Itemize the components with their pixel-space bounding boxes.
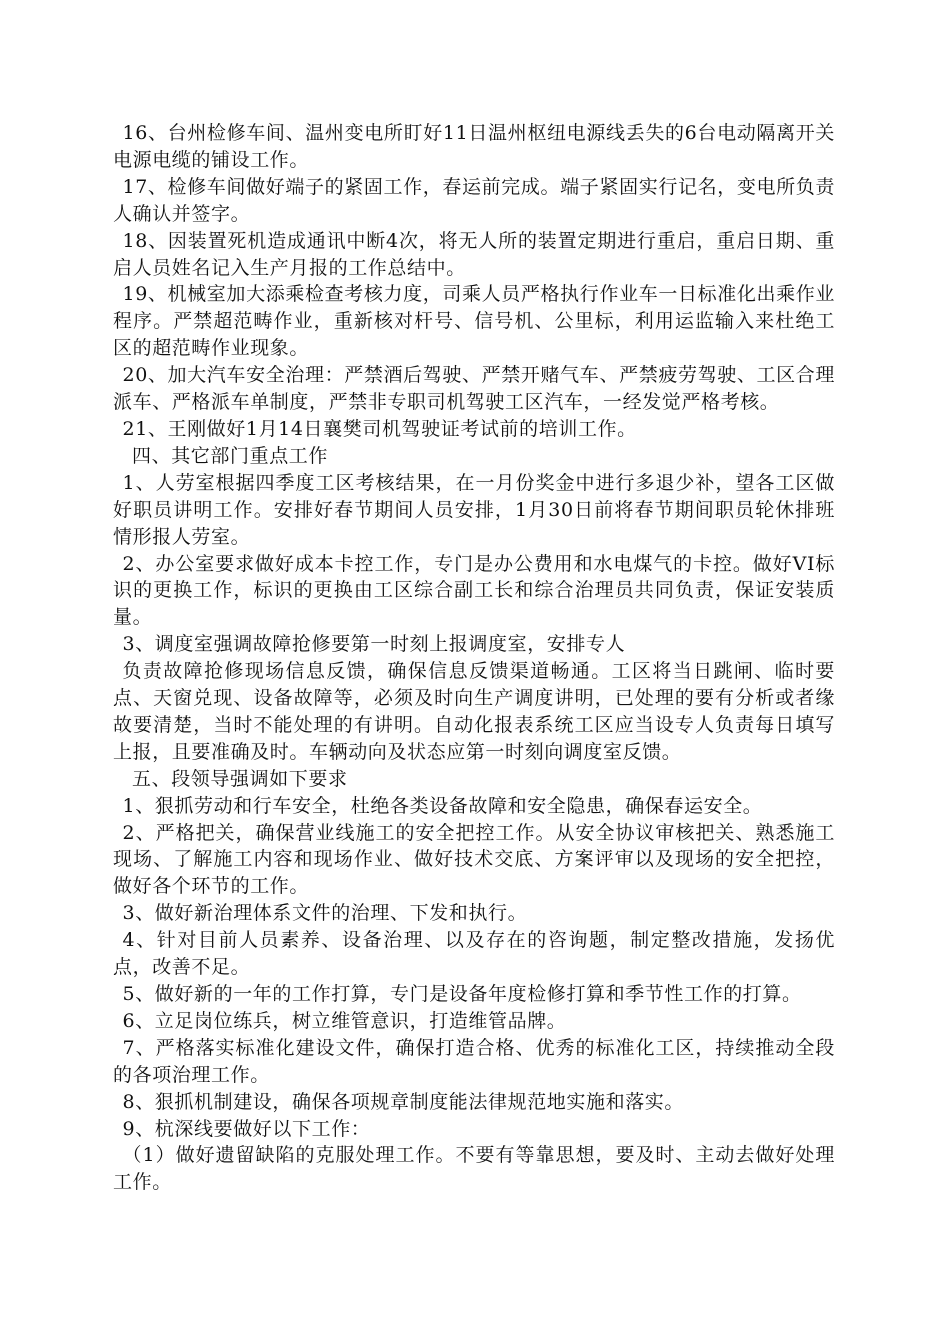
- paragraph-18: 18、因装置死机造成通讯中断4次，将无人所的装置定期进行重启，重启日期、重启人员姓名记入生产月报的工作总结中。: [113, 229, 835, 279]
- paragraph-5-9: 9、杭深线要做好以下工作：: [122, 1117, 371, 1140]
- document-body: [113, 120, 835, 1196]
- paragraph-5-7: 7、严格落实标准化建设文件，确保打造合格、优秀的标准化工区，持续推动全段的各项治理工作。: [113, 1036, 835, 1086]
- paragraph-5-2: 2、严格把关，确保营业线施工的安全把控工作。从安全协议审核把关、熟悉施工现场、了解施工内容和现场作业、做好技术交底、方案评审以及现场的安全把控，做好各个环节的工作。: [113, 821, 835, 898]
- paragraph-4-3-continued: 负责故障抢修现场信息反馈，确保信息反馈渠道畅通。工区将当日跳闸、临时要点、天窗兑现、设备故障等，必须及时向生产调度讲明，已处理的要有分析或者缘故要清楚，当时不能处理的有讲明。自动化报表系统工区应当设专人负责每日填写上报，且要准确及时。车辆动向及状态应第一时刻向调度室反馈。: [113, 660, 835, 763]
- paragraph-5-8: 8、狠抓机制建设，确保各项规章制度能法律规范地实施和落实。: [122, 1090, 684, 1113]
- paragraph-5-9-1: （1）做好遗留缺陷的克服处理工作。不要有等靠思想，要及时、主动去做好处理工作。: [113, 1144, 835, 1194]
- paragraph-4-2: 2、办公室要求做好成本卡控工作，专门是办公费用和水电煤气的卡控。做好VI标识的更换工作，标识的更换由工区综合副工长和综合治理员共同负责，保证安装质量。: [113, 552, 835, 629]
- paragraph-5-6: 6、立足岗位练兵，树立维管意识，打造维管品牌。: [122, 1009, 567, 1032]
- paragraph-21: 21、王刚做好1月14日襄樊司机驾驶证考试前的培训工作。: [122, 417, 637, 440]
- paragraph-5-5: 5、做好新的一年的工作打算，专门是设备年度检修打算和季节性工作的打算。: [122, 983, 802, 1005]
- paragraph-5-1: 1、狠抓劳动和行车安全，杜绝各类设备故障和安全隐患，确保春运安全。: [122, 794, 763, 817]
- paragraph-4-1: 1、人劳室根据四季度工区考核结果，在一月份奖金中进行多退少补，望各工区做好职员讲明工作。安排好春节期间人员安排，1月30日前将春节期间职员轮休排班情形报人劳室。: [113, 471, 835, 548]
- paragraph-17: 17、检修车间做好端子的紧固工作，春运前完成。端子紧固实行记名，变电所负责人确认并签字。: [113, 175, 835, 225]
- section-heading-4: 四、其它部门重点工作: [132, 444, 329, 467]
- paragraph-5-4: 4、针对目前人员素养、设备治理、以及存在的咨询题，制定整改措施，发扬优点，改善不足。: [113, 929, 835, 979]
- paragraph-4-3: 3、调度室强调故障抢修要第一时刻上报调度室，安排专人: [122, 633, 626, 656]
- paragraph-20: 20、加大汽车安全治理：严禁酒后驾驶、严禁开赌气车、严禁疲劳驾驶、工区合理派车、严格派车单制度，严禁非专职司机驾驶工区汽车，一经发觉严格考核。: [113, 364, 835, 414]
- paragraph-16: 16、台州检修车间、温州变电所盯好11日温州枢纽电源线丢失的6台电动隔离开关电源电缆的铺设工作。: [113, 122, 835, 171]
- section-heading-5: 五、段领导强调如下要求: [132, 767, 348, 790]
- paragraph-19: 19、机械室加大添乘检查考核力度，司乘人员严格执行作业车一日标准化出乘作业程序。严禁超范畴作业，重新核对杆号、信号机、公里标，利用运监输入来杜绝工区的超范畴作业现象。: [113, 283, 835, 360]
- paragraph-5-3: 3、做好新治理体系文件的治理、下发和执行。: [122, 902, 528, 925]
